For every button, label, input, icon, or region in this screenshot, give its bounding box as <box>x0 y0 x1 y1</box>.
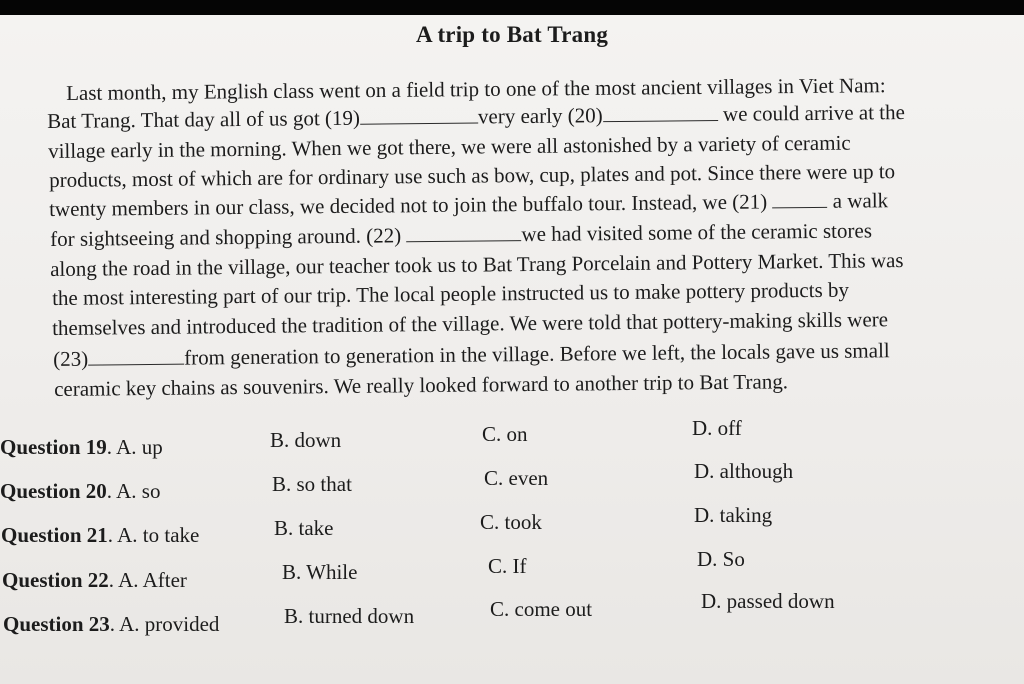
option-d[interactable]: D. So <box>697 547 745 571</box>
blank-20[interactable] <box>603 102 718 122</box>
option-a[interactable]: . A. provided <box>109 612 220 636</box>
passage-text: Bat Trang. That day all of us got (19) <box>47 105 361 133</box>
option-c[interactable]: C. took <box>480 510 542 534</box>
blank-23[interactable] <box>88 346 184 366</box>
option-d[interactable]: D. off <box>692 416 742 440</box>
option-a[interactable]: . A. After <box>108 568 187 592</box>
question-label: Question 21 <box>1 523 108 547</box>
passage-text: themselves and introduced the tradition of the village. We were told that pottery-making skills were <box>52 307 889 340</box>
option-b[interactable]: B. so that <box>272 472 352 496</box>
option-b[interactable]: B. turned down <box>284 604 415 628</box>
option-c[interactable]: C. come out <box>490 597 593 621</box>
passage-title: A trip to Bat Trang <box>415 22 609 47</box>
option-c[interactable]: C. on <box>482 422 528 446</box>
option-d[interactable]: D. although <box>694 459 794 483</box>
question-21 <box>1 522 199 548</box>
question-20 <box>0 478 160 504</box>
passage-text: for sightseeing and shopping around. (22) <box>50 223 407 251</box>
passage-text: the most interesting part of our trip. The local people instructed us to make pottery products by <box>52 277 850 310</box>
passage-text: products, most of which are for ordinary use such as bow, cup, plates and pot. Since there were up to <box>49 159 896 192</box>
passage-text: Last month, my English class went on a field trip to one of the most ancient villages in Viet Nam: <box>66 73 886 105</box>
option-d[interactable]: D. passed down <box>701 589 835 613</box>
question-label: Question 23 <box>3 612 110 636</box>
question-22 <box>2 567 187 593</box>
blank-22[interactable] <box>406 222 521 242</box>
passage-text: village early in the morning. When we got there, we were all astonished by a variety of ceramic <box>48 130 851 163</box>
option-b[interactable]: B. While <box>282 560 358 584</box>
question-19 <box>0 434 163 460</box>
passage-text: twenty members in our class, we decided not to join the buffalo tour. Instead, we (21) <box>49 189 773 221</box>
passage-text: we had visited some of the ceramic stores <box>521 218 873 247</box>
option-a[interactable]: . A. up <box>106 435 163 459</box>
passage-text: we could arrive at the <box>717 100 906 126</box>
question-label: Question 22 <box>2 568 109 592</box>
question-23 <box>3 611 219 637</box>
passage-text: along the road in the village, our teacher took us to Bat Trang Porcelain and Pottery Market. This was <box>50 248 904 281</box>
option-c[interactable]: C. If <box>488 554 527 578</box>
passage-text: from generation to generation in the village. Before we left, the locals gave us small <box>184 338 890 370</box>
option-a[interactable]: . A. so <box>106 479 161 503</box>
passage-text: ceramic key chains as souvenirs. We really looked forward to another trip to Bat Trang. <box>54 369 789 401</box>
option-b[interactable]: B. take <box>274 516 334 540</box>
passage-text: (23) <box>53 346 89 371</box>
question-label: Question 19 <box>0 435 107 459</box>
question-label: Question 20 <box>0 479 107 503</box>
option-a[interactable]: . A. to take <box>107 523 200 547</box>
blank-19[interactable] <box>360 104 478 124</box>
option-d[interactable]: D. taking <box>694 503 773 527</box>
passage-text: very early (20) <box>477 103 603 129</box>
blank-21[interactable] <box>772 189 827 209</box>
screen-top-bar <box>0 0 1024 15</box>
passage-text: a walk <box>827 188 889 213</box>
option-b[interactable]: B. down <box>270 428 342 452</box>
option-c[interactable]: C. even <box>484 466 549 490</box>
